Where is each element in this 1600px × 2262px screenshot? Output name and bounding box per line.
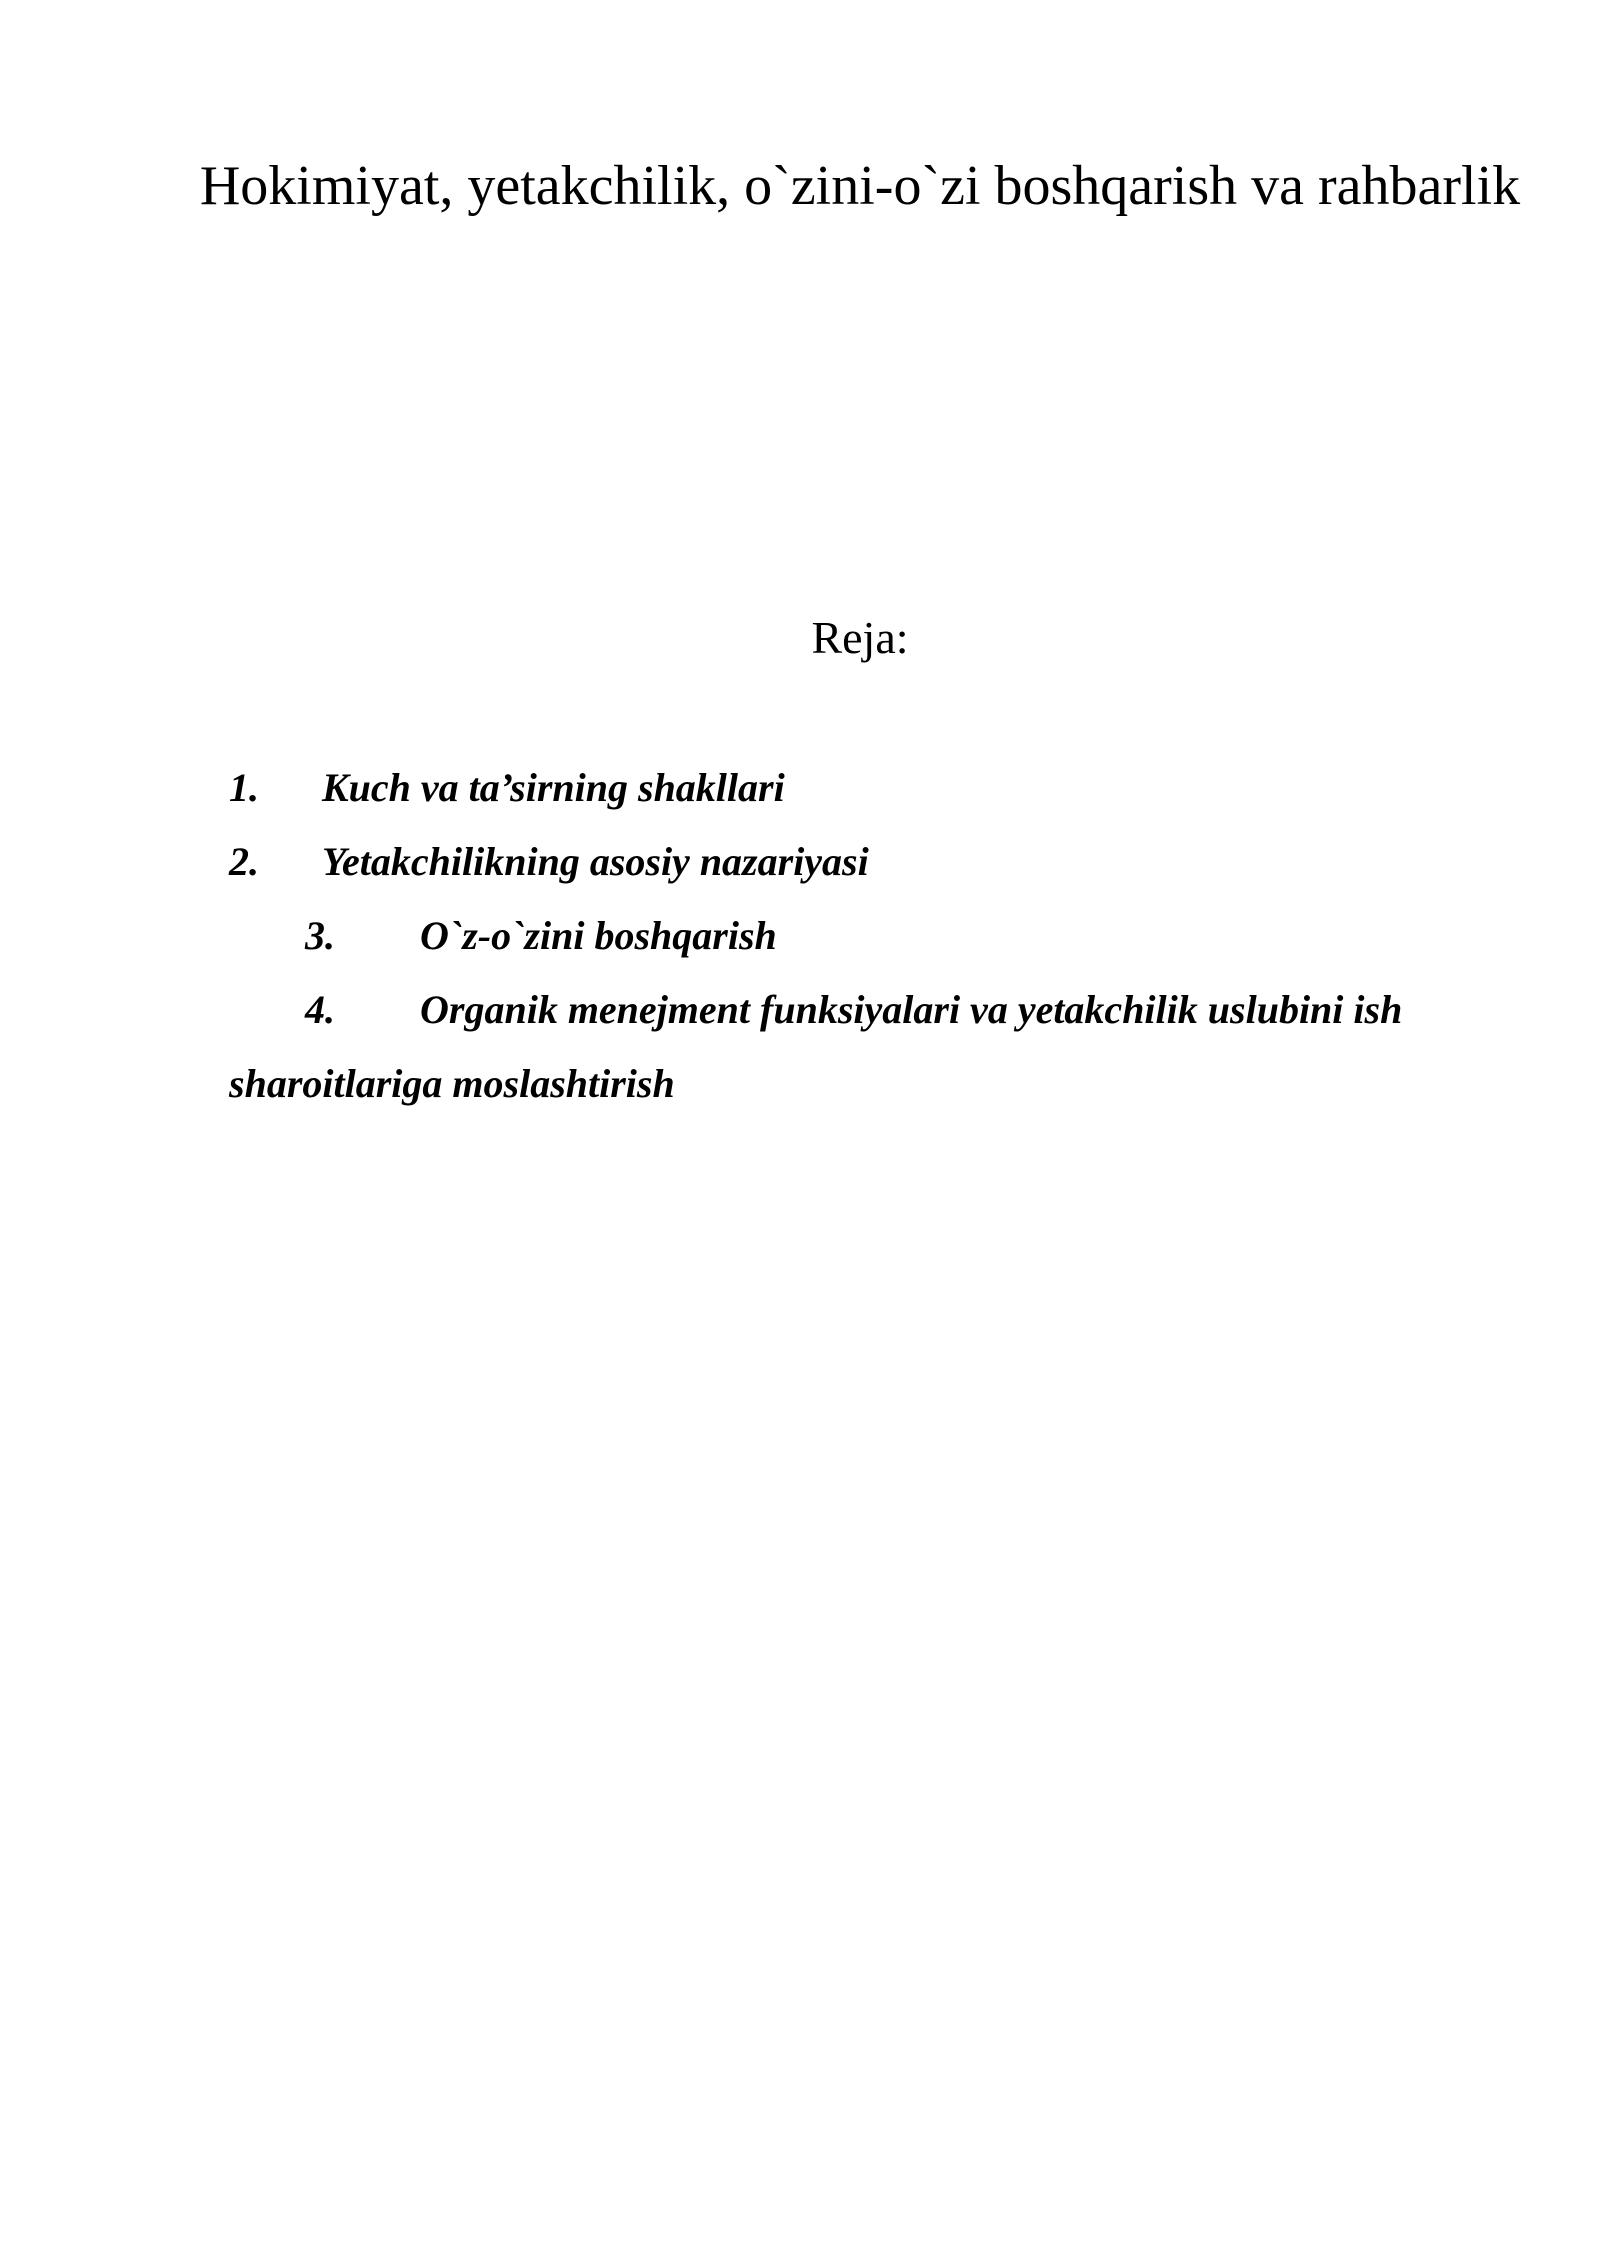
plan-item-number: 4.: [305, 987, 335, 1032]
plan-item-number: 3.: [305, 913, 335, 958]
plan-item-4: [305, 985, 1402, 1035]
plan-item-number: 2.: [229, 839, 259, 884]
plan-item-2: [229, 837, 869, 887]
plan-item-number: 1.: [229, 765, 259, 810]
plan-heading: Reja:: [811, 612, 909, 663]
plan-item-3: [305, 911, 777, 961]
plan-item-text: O`z-o`zini boshqarish: [420, 913, 777, 958]
document-title: Hokimiyat, yetakchilik, o`zini-o`zi boshqarish va rahbarlik: [199, 155, 1521, 217]
plan-item-1: [229, 763, 785, 813]
plan-item-text: Kuch va ta’sirning shakllari: [322, 765, 785, 810]
plan-item-text: Yetakchilikning asosiy nazariyasi: [322, 839, 869, 884]
plan-item-4-continuation: sharoitlariga moslashtirish: [229, 1061, 675, 1106]
plan-item-text: Organik menejment funksiyalari va yetakchilik uslubini ish: [420, 987, 1403, 1032]
